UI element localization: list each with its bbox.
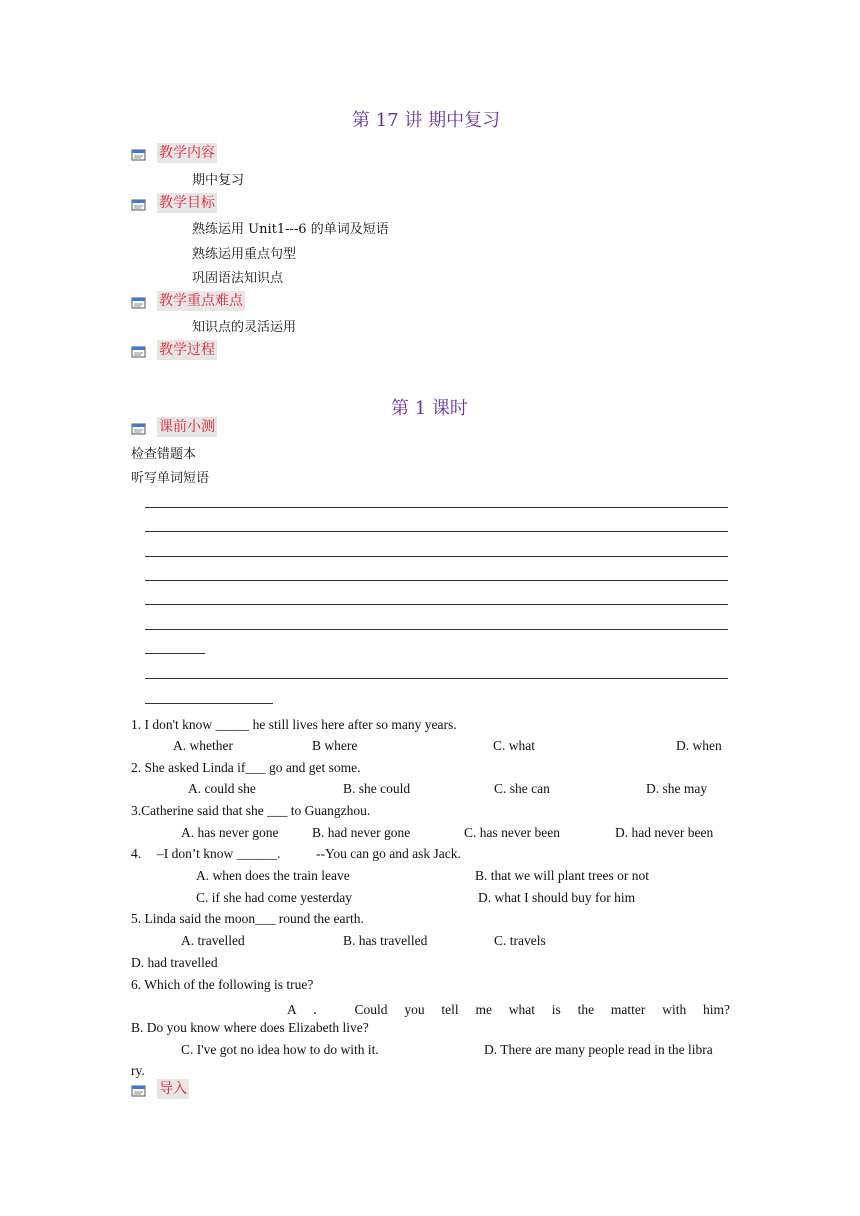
section-label: 课前小测 bbox=[159, 419, 215, 435]
option: B. has travelled bbox=[343, 933, 428, 948]
option: A. has never gone bbox=[181, 825, 279, 840]
question-6: 6. Which of the following is true? bbox=[131, 977, 314, 992]
pretest-line: 听写单词短语 bbox=[131, 471, 210, 486]
section-label: 教学重点难点 bbox=[159, 293, 243, 309]
option: A. when does the train leave bbox=[196, 868, 350, 883]
option-continuation: ry. bbox=[131, 1063, 145, 1078]
question-2: 2. She asked Linda if___ go and get some. bbox=[131, 760, 361, 775]
option: D. what I should buy for him bbox=[478, 890, 636, 905]
goal-item: 熟练运用 Unit1---6 的单词及短语 bbox=[192, 222, 389, 237]
section-label: 教学过程 bbox=[159, 342, 215, 358]
key-text: 知识点的灵活运用 bbox=[192, 320, 297, 335]
goal-item: 巩固语法知识点 bbox=[192, 271, 284, 286]
notebook-icon bbox=[131, 421, 147, 434]
option: C. I've got no idea how to do with it. bbox=[181, 1042, 379, 1057]
question-4-number: 4. bbox=[131, 846, 142, 861]
pretest-line: 检查错题本 bbox=[131, 447, 197, 462]
dictation-line bbox=[145, 629, 728, 630]
dictation-line bbox=[145, 507, 728, 508]
question-1: 1. I don't know _____ he still lives here after so many years. bbox=[131, 717, 457, 732]
goal-item: 熟练运用重点句型 bbox=[192, 247, 297, 262]
option: B. Do you know where does Elizabeth live? bbox=[131, 1020, 369, 1035]
lesson-title: 第 1 课时 bbox=[391, 398, 468, 419]
section-label: 教学内容 bbox=[159, 145, 215, 161]
option: B. that we will plant trees or not bbox=[475, 868, 649, 883]
question-4-stem: –I don’t know ______. bbox=[157, 846, 281, 861]
option: C. she can bbox=[494, 781, 550, 796]
dictation-line bbox=[145, 653, 205, 654]
dictation-line bbox=[145, 556, 728, 557]
section-key-points bbox=[131, 291, 245, 311]
content-text: 期中复习 bbox=[192, 173, 245, 188]
dictation-line bbox=[145, 678, 728, 679]
option: C. what bbox=[493, 738, 535, 753]
section-process bbox=[131, 340, 217, 360]
section-content bbox=[131, 143, 217, 163]
section-goals bbox=[131, 193, 217, 213]
dictation-line bbox=[145, 703, 273, 704]
question-3: 3.Catherine said that she ___ to Guangzhou. bbox=[131, 803, 371, 818]
notebook-icon bbox=[131, 147, 147, 160]
option: A. whether bbox=[173, 738, 233, 753]
notebook-icon bbox=[131, 344, 147, 357]
option: A. travelled bbox=[181, 933, 245, 948]
option: B. had never gone bbox=[312, 825, 411, 840]
option: D. There are many people read in the libra bbox=[484, 1042, 713, 1057]
dictation-line bbox=[145, 604, 728, 605]
option: A ． Could you tell me what is the matter with him? bbox=[287, 1002, 730, 1017]
dictation-line bbox=[145, 531, 728, 532]
option: A. could she bbox=[188, 781, 256, 796]
question-5: 5. Linda said the moon___ round the earth. bbox=[131, 911, 364, 926]
option: D. she may bbox=[646, 781, 708, 796]
section-intro bbox=[131, 1079, 189, 1099]
dictation-line bbox=[145, 580, 728, 581]
notebook-icon bbox=[131, 295, 147, 308]
page-title: 第 17 讲 期中复习 bbox=[352, 110, 501, 131]
option: C. travels bbox=[494, 933, 546, 948]
section-label: 教学目标 bbox=[159, 195, 215, 211]
option: D. had never been bbox=[615, 825, 714, 840]
option: B where bbox=[312, 738, 358, 753]
option: D. when bbox=[676, 738, 722, 753]
section-pretest bbox=[131, 417, 217, 437]
option: C. has never been bbox=[464, 825, 560, 840]
option: C. if she had come yesterday bbox=[196, 890, 352, 905]
section-label: 导入 bbox=[159, 1081, 187, 1097]
notebook-icon bbox=[131, 1083, 147, 1096]
option: B. she could bbox=[343, 781, 411, 796]
question-4-reply: --You can go and ask Jack. bbox=[316, 846, 461, 861]
option: D. had travelled bbox=[131, 955, 218, 970]
notebook-icon bbox=[131, 197, 147, 210]
